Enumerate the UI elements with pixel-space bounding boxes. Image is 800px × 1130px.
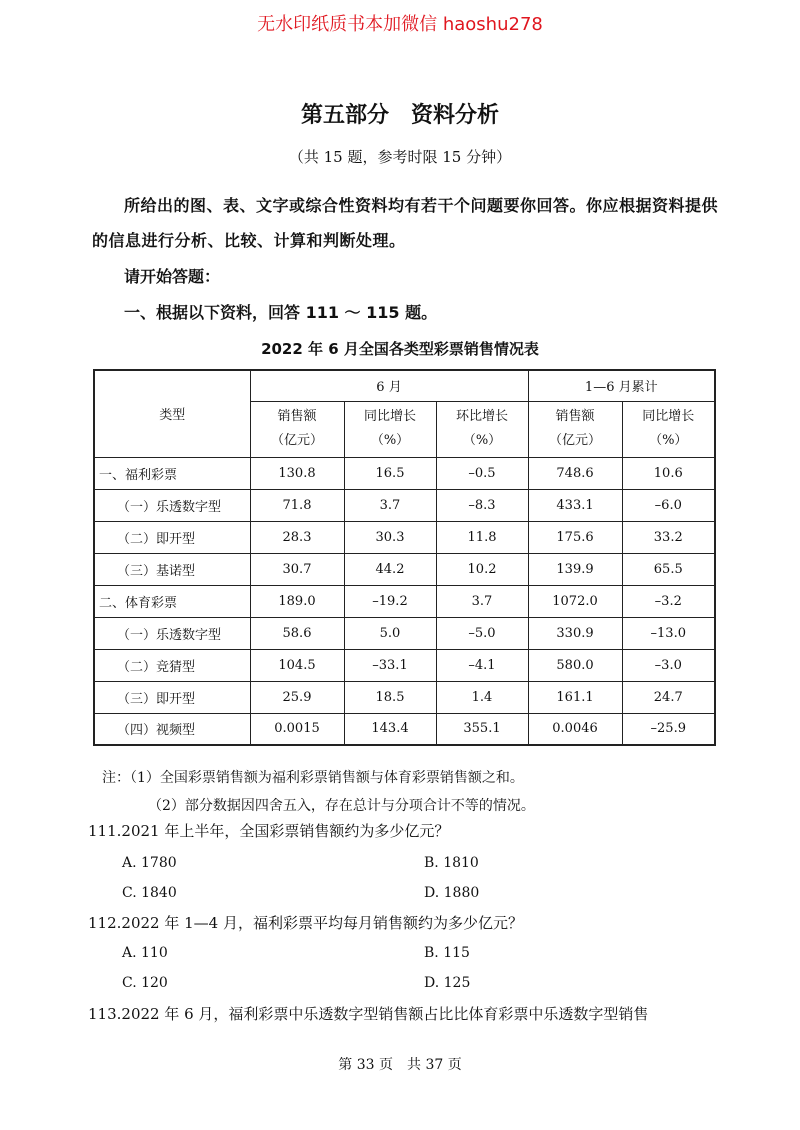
row-type: （四）视频型 (94, 713, 250, 745)
cell-sales: 71.8 (250, 489, 344, 521)
table-row (94, 649, 715, 681)
header-june: 6 月 (250, 370, 528, 401)
row-type: （一）乐透数字型 (94, 617, 250, 649)
page-footer: 第 33 页 共 37 页 (338, 1057, 462, 1073)
cell-cum-sales: 580.0 (528, 649, 622, 681)
start-label: 请开始答题： (124, 267, 221, 286)
cell-mom: 355.1 (436, 713, 528, 745)
question-113: 113.2022 年 6 月，福利彩票中乐透数字型销售额占比比体育彩票中乐透数字型销售 (88, 1005, 649, 1023)
table-row (94, 521, 715, 553)
cell-yoy: 44.2 (344, 553, 436, 585)
row-type: 一、福利彩票 (94, 457, 250, 489)
cell-cum-sales: 330.9 (528, 617, 622, 649)
page-subtitle: （共 15 题，参考时限 15 分钟） (288, 148, 512, 166)
row-type: （二）竞猜型 (94, 649, 250, 681)
row-type: （三）即开型 (94, 681, 250, 713)
header-june-yoy: 同比增长 （%） (344, 401, 436, 457)
option-b: B. 115 (424, 945, 470, 961)
cell-yoy: –33.1 (344, 649, 436, 681)
cell-cum-sales: 1072.0 (528, 585, 622, 617)
header-type: 类型 (94, 370, 250, 457)
cell-yoy: 3.7 (344, 489, 436, 521)
cell-sales: 0.0015 (250, 713, 344, 745)
cell-mom: 10.2 (436, 553, 528, 585)
cell-mom: –5.0 (436, 617, 528, 649)
table-row (94, 681, 715, 713)
table-row (94, 553, 715, 585)
row-type: （二）即开型 (94, 521, 250, 553)
cell-cum-sales: 139.9 (528, 553, 622, 585)
row-type: （三）基诺型 (94, 553, 250, 585)
table-row (94, 585, 715, 617)
option-c: C. 1840 (122, 885, 177, 901)
cell-sales: 28.3 (250, 521, 344, 553)
option-a: A. 1780 (122, 855, 177, 871)
cell-cum-yoy: 10.6 (622, 457, 715, 489)
option-c: C. 120 (122, 975, 168, 991)
cell-mom: 3.7 (436, 585, 528, 617)
cell-mom: –4.1 (436, 649, 528, 681)
cell-mom: 11.8 (436, 521, 528, 553)
header-cum-sales: 销售额 （亿元） (528, 401, 622, 457)
table-row (94, 489, 715, 521)
cell-mom: –0.5 (436, 457, 528, 489)
section-heading: 一、根据以下资料，回答 111 ～ 115 题。 (124, 303, 438, 322)
cell-yoy: 5.0 (344, 617, 436, 649)
cell-cum-yoy: –13.0 (622, 617, 715, 649)
cell-sales: 30.7 (250, 553, 344, 585)
option-d: D. 125 (424, 975, 471, 991)
header-cumulative: 1—6 月累计 (528, 370, 715, 401)
header-cum-yoy: 同比增长 （%） (622, 401, 715, 457)
question-112: 112.2022 年 1—4 月，福利彩票平均每月销售额约为多少亿元？ (88, 914, 523, 932)
cell-cum-yoy: 33.2 (622, 521, 715, 553)
cell-mom: 1.4 (436, 681, 528, 713)
cell-cum-yoy: –3.2 (622, 585, 715, 617)
cell-yoy: 30.3 (344, 521, 436, 553)
row-type: 二、体育彩票 (94, 585, 250, 617)
header-june-sales: 销售额 （亿元） (250, 401, 344, 457)
option-d: D. 1880 (424, 885, 480, 901)
table-row (94, 617, 715, 649)
header-june-mom: 环比增长 （%） (436, 401, 528, 457)
cell-cum-sales: 175.6 (528, 521, 622, 553)
cell-yoy: 18.5 (344, 681, 436, 713)
question-111: 111.2021 年上半年，全国彩票销售额约为多少亿元？ (88, 822, 450, 840)
cell-cum-yoy: 65.5 (622, 553, 715, 585)
table-row (94, 457, 715, 489)
cell-yoy: –19.2 (344, 585, 436, 617)
cell-sales: 189.0 (250, 585, 344, 617)
cell-cum-sales: 433.1 (528, 489, 622, 521)
cell-sales: 130.8 (250, 457, 344, 489)
cell-yoy: 143.4 (344, 713, 436, 745)
cell-cum-yoy: –25.9 (622, 713, 715, 745)
cell-cum-yoy: –6.0 (622, 489, 715, 521)
table-notes (102, 764, 535, 820)
cell-yoy: 16.5 (344, 457, 436, 489)
cell-cum-sales: 161.1 (528, 681, 622, 713)
intro-paragraph: 所给出的图、表、文字或综合性资料均有若干个问题要你回答。你应根据资料提供的信息进行分析、比较、计算和判断处理。 (92, 196, 719, 250)
watermark-text: 无水印纸质书本加微信 haoshu278 (257, 14, 543, 35)
cell-sales: 58.6 (250, 617, 344, 649)
cell-sales: 104.5 (250, 649, 344, 681)
cell-mom: –8.3 (436, 489, 528, 521)
cell-cum-yoy: 24.7 (622, 681, 715, 713)
page-title: 第五部分 资料分析 (300, 103, 499, 128)
cell-cum-sales: 0.0046 (528, 713, 622, 745)
note-2: （2）部分数据因四舍五入，存在总计与分项合计不等的情况。 (148, 798, 535, 814)
table-title: 2022 年 6 月全国各类型彩票销售情况表 (261, 340, 539, 358)
option-b: B. 1810 (424, 855, 479, 871)
cell-cum-yoy: –3.0 (622, 649, 715, 681)
cell-cum-sales: 748.6 (528, 457, 622, 489)
cell-sales: 25.9 (250, 681, 344, 713)
note-1: 注：（1）全国彩票销售额为福利彩票销售额与体育彩票销售额之和。 (102, 770, 524, 786)
lottery-sales-table (93, 369, 716, 746)
table-row (94, 713, 715, 745)
option-a: A. 110 (122, 945, 168, 961)
row-type: （一）乐透数字型 (94, 489, 250, 521)
